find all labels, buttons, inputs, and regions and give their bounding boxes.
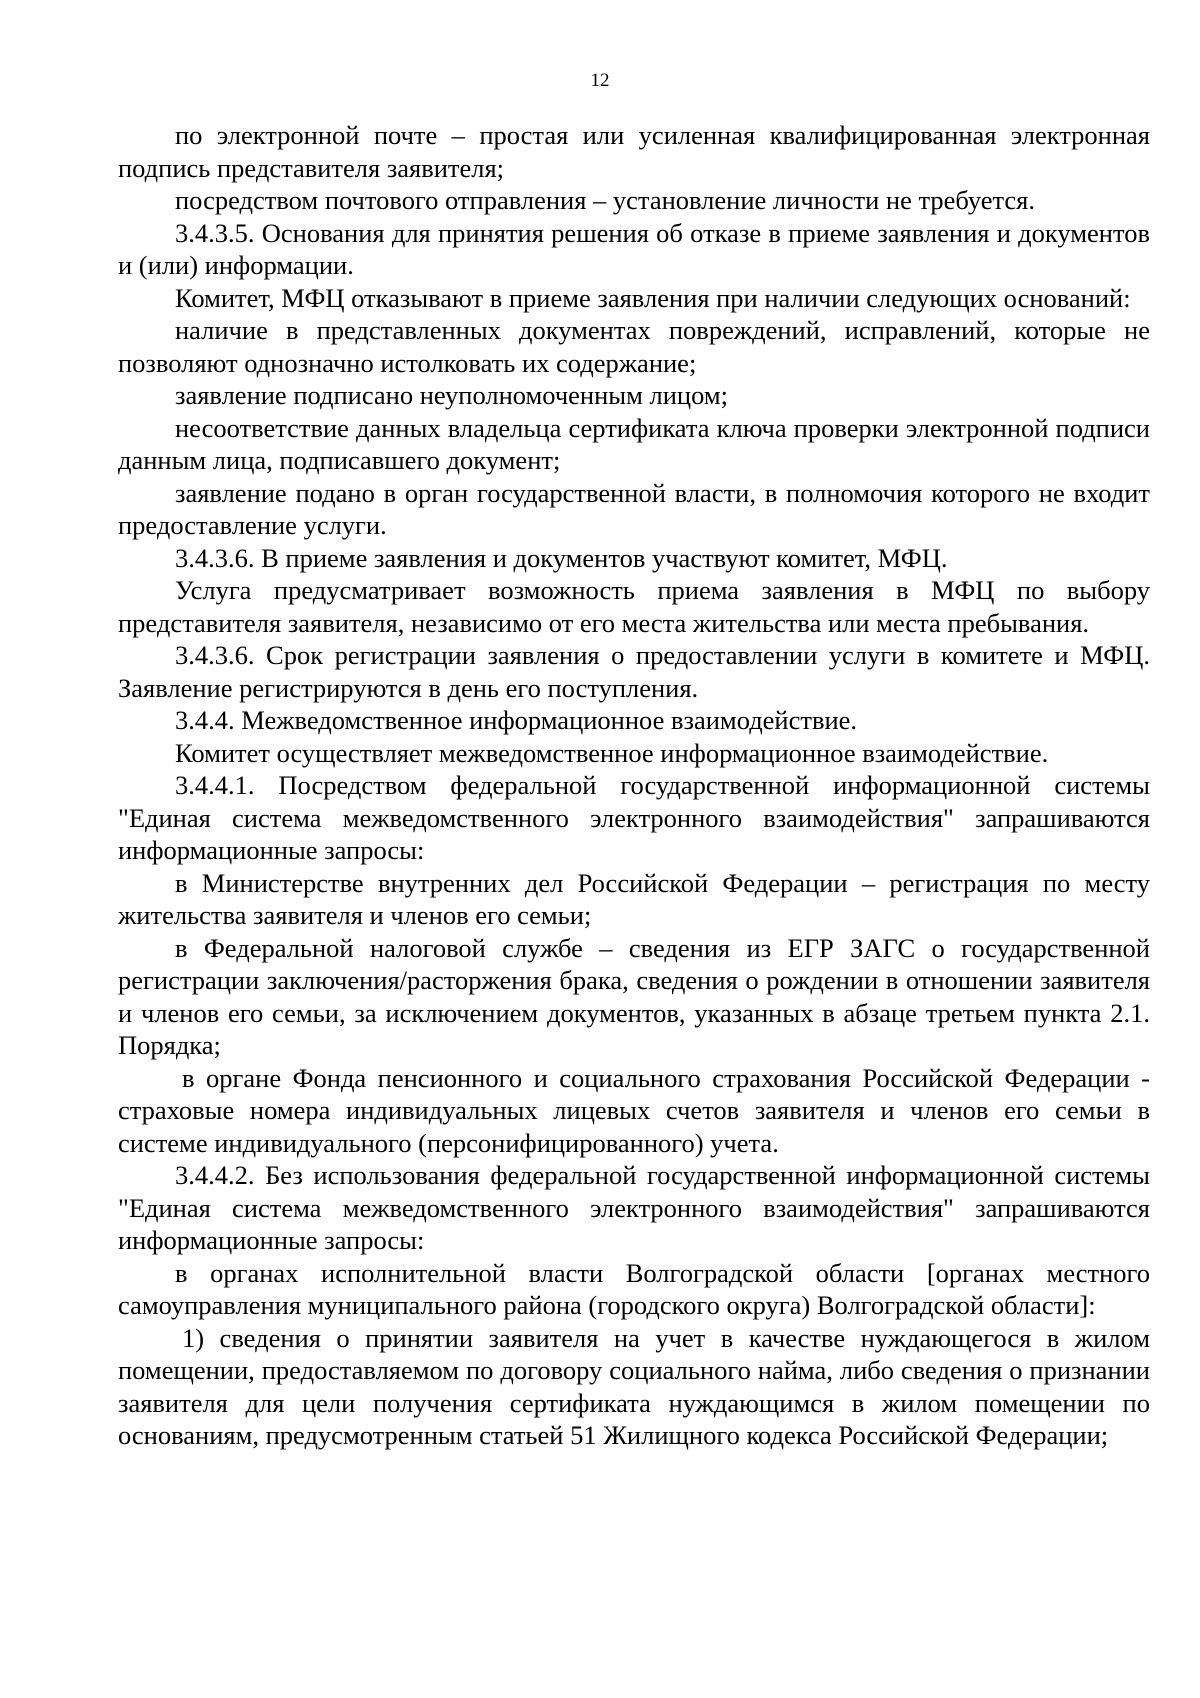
paragraph-tax-service: в Федеральной налоговой службе – сведения из ЕГР ЗАГС о государственной регистрации заключения/расторжения брака, сведения о рождении в отношении заявителя и членов его семьи, за исключением документов, указанных в абзаце третьем пункта 2.1. Порядка; (118, 932, 1150, 1060)
page-number: 12 (590, 70, 610, 91)
paragraph-unauthorized-signer: заявление подписано неуполномоченным лицом; (175, 380, 728, 410)
paragraph-refusal-grounds: Комитет, МФЦ отказывают в приеме заявления при наличии следующих оснований: (175, 282, 1131, 313)
paragraph-service-location: Услуга предусматривает возможность приема заявления в МФЦ по выбору представителя заявителя, независимо от его места жительства или места пребывания. (118, 575, 1150, 638)
paragraph-3-4-4-2: 3.4.4.2. Без использования федеральной государственной информационной системы "Единая система межведомственного электронного взаимодействия" запрашиваются информационные запросы: (118, 1160, 1150, 1255)
paragraph-wrong-authority: заявление подано в орган государственной власти, в полномочия которого не входит предоставление услуги. (118, 477, 1150, 540)
paragraph-3-4-4-1: 3.4.4.1. Посредством федеральной государственной информационной системы "Единая система межведомственного электронного взаимодействия" запрашиваются информационные запросы: (118, 770, 1150, 865)
paragraph-3-4-4: 3.4.4. Межведомственное информационное взаимодействие. (175, 705, 858, 735)
paragraph-email-signature: по электронной почте – простая или усиленная квалифицированная электронная подпись представителя заявителя; (118, 120, 1150, 183)
paragraph-3-4-3-5: 3.4.3.5. Основания для принятия решения об отказе в приеме заявления и документов и (или) информации. (118, 217, 1150, 280)
paragraph-3-4-3-6-participants: 3.4.3.6. В приеме заявления и документов участвуют комитет, МФЦ. (175, 542, 948, 573)
document-body (118, 119, 1150, 1452)
paragraph-pension-fund: в органе Фонда пенсионного и социального страхования Российской Федерации - страховые номера индивидуальных лицевых счетов заявителя и членов его семьи в системе индивидуального (персонифицированного) учета. (118, 1062, 1150, 1158)
paragraph-3-4-3-6-registration: 3.4.3.6. Срок регистрации заявления о предоставлении услуги в комитете и МФЦ. Заявление регистрируются в день его поступления. (118, 640, 1150, 703)
paragraph-regional-authorities: в органах исполнительной власти Волгоградской области [органах местного самоуправления муниципального района (городского округа) Волгоградской области]: (118, 1257, 1150, 1320)
paragraph-housing-registration: 1) сведения о принятии заявителя на учет в качестве нуждающегося в жилом помещении, предоставляемом по договору социального найма, либо сведения о признании заявителя для цели получения сертификата нуждающимся в жилом помещении по основаниям, предусмотренным статьей 51 Жилищного кодекса Российской Федерации; (118, 1322, 1150, 1450)
paragraph-certificate-mismatch: несоответствие данных владельца сертификата ключа проверки электронной подписи данным лица, подписавшего документ; (118, 412, 1150, 475)
paragraph-committee-interaction: Комитет осуществляет межведомственное информационное взаимодействие. (175, 737, 1049, 768)
paragraph-postal: посредством почтового отправления – установление личности не требуется. (175, 185, 1035, 215)
paragraph-interior-ministry: в Министерстве внутренних дел Российской Федерации – регистрация по месту жительства заявителя и членов его семьи; (118, 867, 1150, 930)
paragraph-damaged-documents: наличие в представленных документах повреждений, исправлений, которые не позволяют однозначно истолковать их содержание; (118, 315, 1150, 378)
